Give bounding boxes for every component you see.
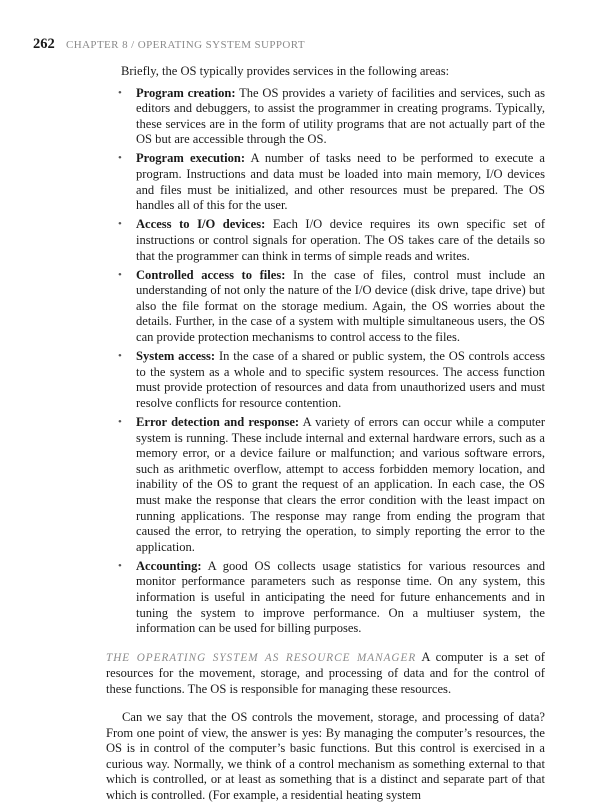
bullet-icon: • — [118, 268, 122, 281]
service-term: Error detection and response: — [136, 414, 300, 429]
list-item-error-detection — [106, 415, 545, 555]
running-header — [33, 36, 305, 53]
service-description: Each I/O device requires its own specific set of instructions or control signals for operation. The OS takes care of the details so that the programmer can think in terms of simple reads and writes. — [136, 217, 545, 263]
bullet-icon: • — [118, 415, 122, 428]
bullet-icon: • — [118, 152, 122, 165]
bullet-icon: • — [118, 86, 122, 99]
os-services-list — [106, 86, 545, 637]
chapter-title: CHAPTER 8 / OPERATING SYSTEM SUPPORT — [66, 39, 305, 51]
list-item-accounting — [106, 559, 545, 637]
bullet-icon: • — [118, 559, 122, 572]
list-item-program-creation — [106, 86, 545, 148]
list-item-file-access — [106, 268, 545, 346]
page-body — [106, 60, 545, 804]
body-paragraph: Can we say that the OS controls the movement, storage, and processing of data? From one point of view, the answer is yes: By managing the computer’s resources, the OS is in control of the computer’s basic functions. But this control is exercised in a curious way. Normally, we think of a control mechanism as something external to that which is controlled, or at least as something that is a distinct and separate part of that which is controlled. (For example, a residential heating system — [106, 710, 545, 803]
service-description: In the case of files, control must include an understanding of not only the nature of the I/O device (disk drive, tape drive) but also the file format on the storage medium. Again, the OS worries about the details. Further, in the case of a system with multiple simultaneous users, the OS can provide protection mechanisms to control access to the files. — [136, 267, 545, 344]
bullet-icon: • — [118, 350, 122, 363]
list-item-system-access — [106, 349, 545, 411]
resource-manager-section — [106, 650, 545, 698]
list-item-program-execution — [106, 151, 545, 213]
list-item-io-access — [106, 217, 545, 264]
service-description: In the case of a shared or public system, the OS controls access to the system as a whole and to specific system resources. The access function must provide protection of resources and data from unauthorized users and must resolve conflicts for resource contention. — [136, 349, 545, 410]
intro-paragraph: Briefly, the OS typically provides services in the following areas: — [121, 64, 450, 78]
service-description: The OS provides a variety of facilities and services, such as editors and debuggers, to assist the programmer in creating programs. Typically, these services are in the form of utility programs that are not actually part of the OS but are accessible through the OS. — [136, 85, 545, 147]
service-term: Accounting: — [136, 558, 202, 573]
service-term: System access: — [136, 349, 216, 364]
service-description: A good OS collects usage statistics for various resources and monitor performance parameters such as response time. On any system, this information is useful in anticipating the need for future enhancements and in tuning the system to improve performance. On a multiuser system, the information can be used for billing purposes. — [136, 558, 545, 636]
service-description: A variety of errors can occur while a computer system is running. These include internal and external hardware errors, such as a memory error, or a device failure or malfunction; and various software errors, such as arithmetic overflow, attempt to access forbidden memory location, and inability of the OS to grant the request of an application. In each case, the OS must make the response that clears the error condition with the least impact on running applications. The response may range from ending the program that caused the error, to retrying the operation, to simply reporting the error to the application. — [136, 414, 545, 554]
section-heading: THE OPERATING SYSTEM AS RESOURCE MANAGER — [106, 651, 417, 664]
service-term: Controlled access to files: — [136, 267, 286, 282]
service-term: Program creation: — [136, 85, 236, 100]
bullet-icon: • — [118, 218, 122, 231]
service-description: A number of tasks need to be performed to execute a program. Instructions and data must be loaded into main memory, I/O devices and files must be initialized, and other resources must be prepared. The OS handles all of this for the user. — [136, 151, 545, 213]
section-lead-text: A computer is a set of resources for the movement, storage, and processing of data and for the control of these functions. The OS is responsible for managing these resources. — [106, 649, 545, 696]
service-term: Access to I/O devices: — [136, 217, 266, 232]
service-term: Program execution: — [136, 151, 246, 166]
page-number: 262 — [33, 36, 55, 52]
